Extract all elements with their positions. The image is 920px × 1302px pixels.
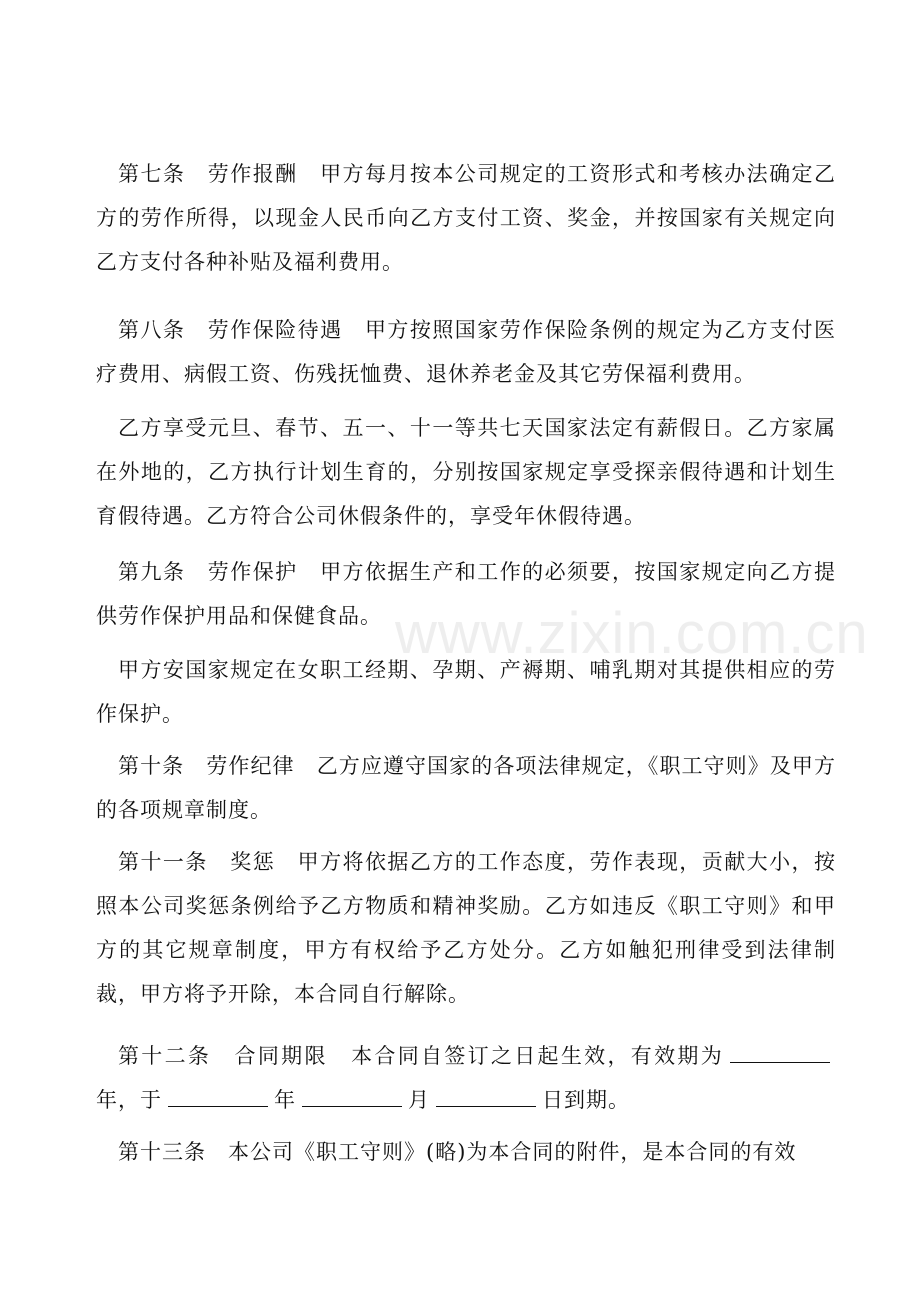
article-body: 本合同自签订之日起生效，有效期为 [349, 1044, 725, 1068]
unit-text: 年 [274, 1088, 296, 1112]
article-body: 甲方依据生产和工作的必须要，按国家规定向乙方提供劳作保护用品和保健食品。 [96, 560, 837, 628]
article-title: 劳作纪律 [206, 754, 295, 778]
article-7 [96, 152, 836, 284]
expiry-month-blank[interactable] [302, 1088, 402, 1107]
article-8 [96, 308, 836, 396]
article-13 [96, 1130, 836, 1174]
watermark: www.zixin.com.cn [395, 601, 869, 666]
article-body: 乙方享受元旦、春节、五一、十一等共七天国家法定有薪假日。乙方家属在外地的，乙方执行计划生育的，分别按国家规定享受探亲假待遇和计划生育假待遇。乙方符合公司休假条件的，享受年休假待遇。 [96, 416, 836, 528]
article-number: 第八条 [118, 318, 186, 342]
article-title: 奖惩 [229, 850, 276, 874]
article-number: 第十二条 [118, 1044, 212, 1068]
article-number: 第九条 [118, 560, 186, 584]
article-number: 第十一条 [118, 850, 208, 874]
article-body: 甲方安国家规定在女职工经期、孕期、产褥期、哺乳期对其提供相应的劳作保护。 [96, 658, 836, 726]
article-title: 劳作保险待遇 [207, 318, 343, 342]
article-number: 第十三条 [118, 1140, 206, 1164]
term-years-blank[interactable] [730, 1044, 830, 1063]
article-number: 第十条 [118, 754, 185, 778]
unit-text: 年，于 [96, 1088, 162, 1112]
article-body: 甲方将依据乙方的工作态度，劳作表现，贡献大小，按照本公司奖惩条例给予乙方物质和精神奖励。乙方如违反《职工守则》和甲方的其它规章制度，甲方有权给予乙方处分。乙方如触犯刑律受到法律制裁，甲方将予开除，本合同自行解除。 [96, 850, 837, 1006]
expiry-year-blank[interactable] [168, 1088, 268, 1107]
article-9 [96, 550, 836, 638]
article-11 [96, 840, 836, 1016]
article-body: 甲方按照国家劳作保险条例的规定为乙方支付医疗费用、病假工资、伤残抚恤费、退休养老金及其它劳保福利费用。 [96, 318, 837, 386]
article-title: 合同期限 [233, 1044, 328, 1068]
article-title: 劳作保护 [207, 560, 298, 584]
article-body: 乙方应遵守国家的各项法律规定，《职工守则》及甲方的各项规章制度。 [96, 754, 836, 822]
expiry-day-blank[interactable] [436, 1088, 536, 1107]
article-9-female-protection [96, 648, 836, 736]
article-8-holidays [96, 406, 836, 538]
unit-text: 月 [408, 1088, 430, 1112]
article-number: 第七条 [118, 162, 186, 186]
article-12 [96, 1034, 836, 1122]
article-title: 劳作报酬 [207, 162, 298, 186]
unit-text: 日到期。 [542, 1088, 630, 1112]
article-body: 本公司《职工守则》(略)为本合同的附件，是本合同的有效 [228, 1140, 797, 1164]
article-10 [96, 744, 836, 832]
article-body: 甲方每月按本公司规定的工资形式和考核办法确定乙方的劳作所得，以现金人民币向乙方支付工资、奖金，并按国家有关规定向乙方支付各种补贴及福利费用。 [96, 162, 837, 274]
